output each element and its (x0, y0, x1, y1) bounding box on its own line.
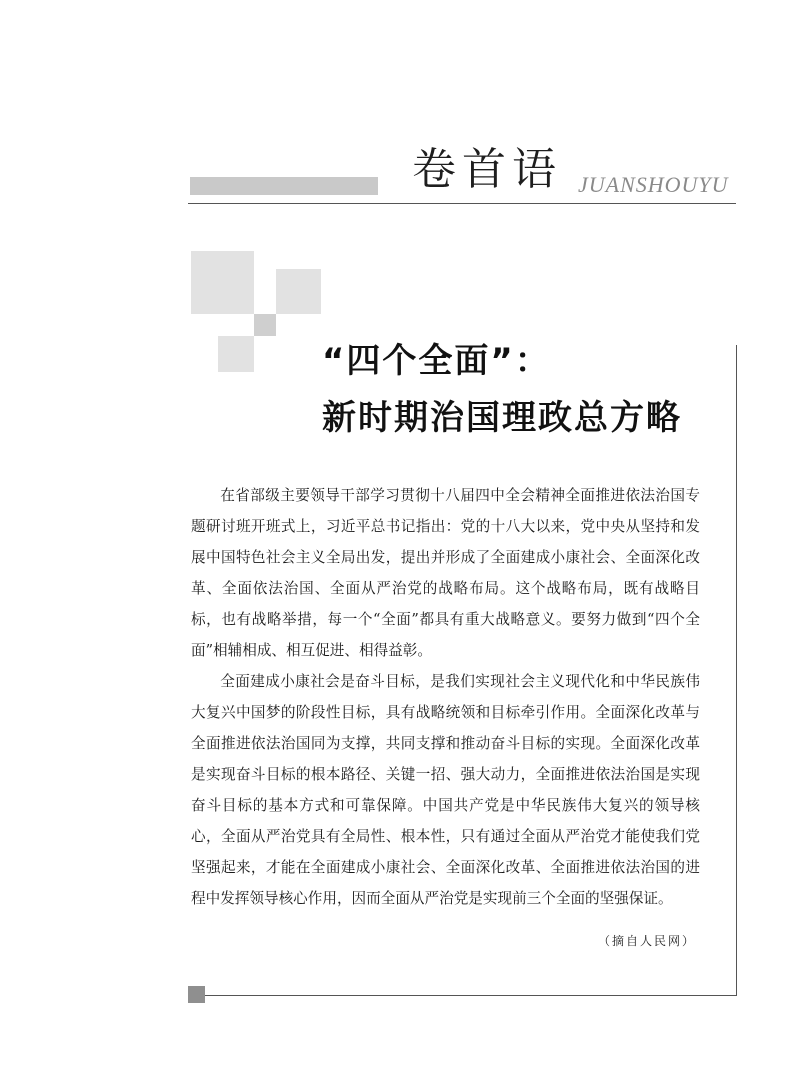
article-title-line-2: 新时期治国理政总方略 (322, 398, 682, 438)
header-rule (188, 203, 736, 204)
decorative-square (254, 314, 276, 336)
header-accent-bar (190, 177, 378, 195)
decorative-square (191, 251, 254, 314)
right-border-rule (736, 345, 737, 996)
decorative-square (276, 269, 321, 314)
page-corner-marker (188, 986, 205, 1003)
article-body (191, 480, 700, 914)
paragraph: 在省部级主要领导干部学习贯彻十八届四中全会精神全面推进依法治国专题研讨班开班式上，习近平总书记指出：党的十八大以来，党中央从坚持和发展中国特色社会主义全局出发，提出并形成了全面建成小康社会、全面深化改革、全面依法治国、全面从严治党的战略布局。这个战略布局，既有战略目标，也有战略举措，每一个“全面”都具有重大战略意义。要努力做到“四个全面”相辅相成、相互促进、相得益彰。 (191, 487, 700, 659)
decorative-square (218, 336, 254, 372)
article-source: （摘自人民网） (598, 934, 697, 948)
article-title-line-1: “四个全面”： (322, 341, 551, 381)
paragraph: 全面建成小康社会是奋斗目标，是我们实现社会主义现代化和中华民族伟大复兴中国梦的阶段性目标，具有战略统领和目标牵引作用。全面深化改革与全面推进依法治国同为支撑，共同支撑和推动奋斗目标的实现。全面深化改革是实现奋斗目标的根本路径、关键一招、强大动力，全面推进依法治国是实现奋斗目标的基本方式和可靠保障。中国共产党是中华民族伟大复兴的领导核心，全面从严治党具有全局性、根本性，只有通过全面从严治党才能使我们党坚强起来，才能在全面建成小康社会、全面深化改革、全面推进依法治国的进程中发挥领导核心作用，因而全面从严治党是实现前三个全面的坚强保证。 (191, 673, 700, 907)
section-title-pinyin: JUANSHOUYU (578, 172, 729, 197)
section-title: 卷首语 (412, 144, 562, 195)
bottom-border-rule (188, 995, 737, 996)
